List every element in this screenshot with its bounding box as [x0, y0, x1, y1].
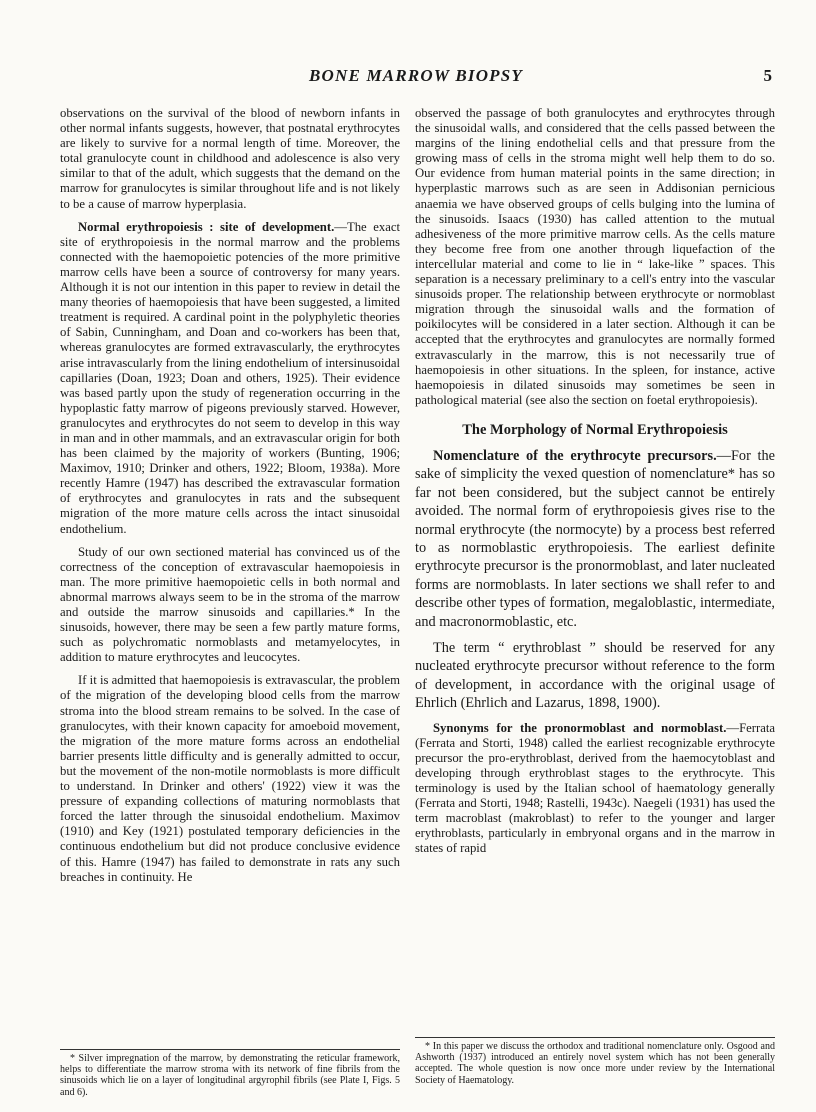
paragraph — [415, 721, 775, 857]
section-heading: The Morphology of Normal Erythropoiesis — [462, 421, 728, 438]
right-column — [415, 106, 775, 864]
paragraph: observations on the survival of the blood of newborn infants in other normal infants suggests, however, that postnatal erythrocytes are likely to survive for a normal length of time. Moreover, the total granulocyte count in childhood and adolescence is also very similar to that of the adult, which suggests that the demand on the marrow for granulocytes is similar throughout life and is not likely to be a cause of marrow hyperplasia. — [60, 106, 400, 211]
paragraph-body: —Ferrata (Ferrata and Storti, 1948) called the earliest recognizable erythrocyte precursor the pro-erythroblast, derived from the haemocytoblast and developing through erythroblast stages to the erythrocyte. This terminology is used by the Italian school of haematology generally (Ferrata and Storti, 1948; Rastelli, 1943c). Naegeli (1931) has used the term macroblast (makroblast) to refer to the younger and larger erythroblasts, particularly in embryonal organs and in the marrow in states of rapid — [415, 720, 775, 856]
run-in-heading: Synonyms for the pronormoblast and normoblast. — [433, 720, 727, 735]
page-number: 5 — [763, 66, 772, 85]
running-header — [60, 66, 772, 90]
footnote-area — [60, 1049, 400, 1098]
running-title: BONE MARROW BIOPSY — [308, 66, 523, 85]
paragraph: Study of our own sectioned material has convinced us of the correctness of the conception of extravascular haemopoiesis in man. The more primitive haemopoietic cells in both normal and abnormal marrows always seem to be in the stroma of the marrow and outside the marrow sinusoids and capillaries.* In the sinusoids, however, there may be seen a few partly mature forms, such as polychromatic normoblasts and metamyelocytes, in addition to mature erythrocytes and leucocytes. — [60, 544, 400, 665]
run-in-heading: Nomenclature of the erythrocyte precursors. — [433, 447, 717, 464]
footnote-area — [415, 1037, 775, 1086]
paragraph — [415, 447, 775, 631]
paragraph: If it is admitted that haemopoiesis is extravascular, the problem of the migration of the developing blood cells from the marrow stroma into the blood stream remains to be solved. In the case of granulocytes, with their known capacity for amoeboid movement, the migration of the more mature forms across an endothelial barrier presents little difficulty and is generally admitted to occur, but the movement of the non-motile normoblasts is more difficult to understand. In Drinker and others' (1922) view it was the pressure of expanding collections of maturing normoblasts that forced the latter through the sinusoidal endothelium. Maximov (1910) and Key (1921) postulated temporary deficiencies in the continuous endothelium but did not produce conclusive evidence of this. Hamre (1947) has failed to demonstrate in rats any such breaches in continuity. He — [60, 673, 400, 884]
footnote-rule — [415, 1037, 775, 1038]
footnote-rule — [60, 1049, 400, 1050]
paragraph — [60, 220, 400, 537]
paragraph: observed the passage of both granulocytes and erythrocytes through the sinusoidal walls, and considered that the cells passed between the margins of the lining endothelial cells and that pressure from the growing mass of cells in the stroma might well help them to do so. Our evidence from human material points in the same direction; in hyperplastic marrows such as are seen in Addisonian pernicious anaemia we have observed groups of cells bulging into the lumina of the sinusoids. Isaacs (1930) has called attention to the mutual adhesiveness of the more primitive marrow cells. As the cells mature they become free from one another through liquefaction of the intercellular material and come to lie in “ lake-like ” spaces. This separation is a necessary preliminary to a cell's entry into the vascular sinusoids proper. The relationship between erythrocyte or normoblast migration through the sinusoidal walls and the formation of poikilocytes will be considered in a later section. Although it can be accepted that the erythrocytes and granulocytes are normally formed extravascularly in the marrow, this is not necessarily true of haemopoiesis in other situations. In the spleen, for instance, active haemopoiesis in dilated sinusoids may sometimes be seen in pathological material (see also the section on foetal erythropoiesis). — [415, 106, 775, 407]
paragraph: The term “ erythroblast ” should be reserved for any nucleated erythrocyte precursor without reference to the form of development, in accordance with the original usage of Ehrlich (Ehrlich and Lazarus, 1898, 1900). — [415, 639, 775, 712]
paragraph-body: —For the sake of simplicity the vexed question of nomenclature* has so far not been considered, but the subject cannot be entirely avoided. The normal form of erythropoiesis gives rise to the normal erythrocyte (the normocyte) by a process best referred to as normoblastic erythropoiesis. The earliest definite erythrocyte precursor is the pronormoblast, and later nucleated forms are normoblasts. In later sections we shall refer to and describe other types of formation, megaloblastic, intermediate, and macronormoblastic, etc. — [415, 447, 775, 630]
footnote: * Silver impregnation of the marrow, by demonstrating the reticular framework, helps to differentiate the marrow stroma with its network of fine fibrils from the sinusoids which lie on a layer of longitudinal argyrophil fibrils (see Plate I, Figs. 5 and 6). — [60, 1053, 400, 1098]
left-column — [60, 106, 400, 893]
run-in-heading: Normal erythropoiesis : site of development. — [78, 219, 335, 234]
footnote: * In this paper we discuss the orthodox and traditional nomenclature only. Osgood and Ashworth (1937) introduced an entirely novel system which has not been generally accepted. The whole question is now once more under review by the International Society of Haematology. — [415, 1041, 775, 1086]
paragraph-body: —The exact site of erythropoiesis in the normal marrow and the problems connected with the haemopoietic potencies of the more primitive marrow cells have been a source of controversy for many years. Although it is not our intention in this paper to review in detail the many theories of haemopoiesis that have been suggested, a limited treatment is required. A cardinal point in the polyphyletic theories of Sabin, Cunningham, and Doan and co-workers has been that, whereas granulocytes are formed extravascularly, the erythrocytes arise intravascularly from the lining endothelium of intersinusoidal capillaries (Doan, 1923; Doan and others, 1925). Their evidence was based partly upon the study of regeneration occurring in the hypoplastic fatty marrow of pigeons previously starved. However, granulocytes and erythrocytes do not seem to develop in this way in man and in other mammals, and an extravascular origin for both has been claimed by the majority of workers (Bunting, 1906; Maximov, 1910; Drinker and others, 1922; Bloom, 1938a). More recently Hamre (1947) has described the extravascular formation of erythrocytes and granulocytes in rats and the subsequent migration of the more mature cells across the intact sinusoidal endothelium. — [60, 219, 401, 536]
